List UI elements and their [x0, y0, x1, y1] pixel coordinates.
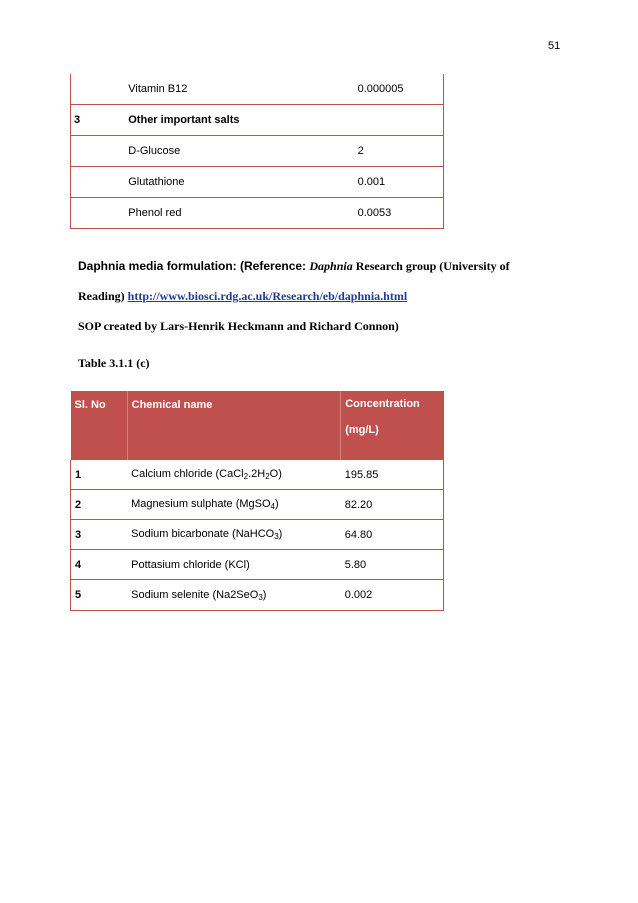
- reference-line-2: [78, 289, 407, 304]
- salts-table: [70, 74, 444, 229]
- compound-name: Vitamin B12: [128, 74, 354, 105]
- table-header-row: [71, 391, 444, 460]
- table-row: [71, 74, 444, 105]
- row-number: [71, 198, 129, 229]
- header-concentration-label: Concentration: [345, 398, 420, 410]
- table-row: [71, 490, 444, 520]
- reference-prefix: Daphnia media formulation: (Reference:: [78, 259, 310, 273]
- row-number: [71, 74, 129, 105]
- compound-name: Phenol red: [128, 198, 354, 229]
- concentration-value: 5.80: [341, 550, 444, 580]
- header-chemical-name: Chemical name: [127, 391, 341, 460]
- chemical-name: Pottasium chloride (KCl): [127, 550, 341, 580]
- concentration-value: 0.002: [341, 580, 444, 611]
- table-row: [71, 520, 444, 550]
- chemical-name: Calcium chloride $(CaCl_2.2H_2O)$: [127, 460, 341, 490]
- chemical-name: Magnesium sulphate (MgSO$_4$): [127, 490, 341, 520]
- table-row: [71, 167, 444, 198]
- header-concentration: [341, 391, 444, 460]
- header-concentration-unit: (mg/L): [345, 424, 379, 436]
- compound-value: 0.001: [355, 167, 444, 198]
- compound-value: 2: [355, 136, 444, 167]
- chemical-name: Sodium selenite (Na2SeO$_3$): [127, 580, 341, 611]
- compound-value: [355, 105, 444, 136]
- page-number: 51: [548, 40, 561, 52]
- reference-link[interactable]: http://www.biosci.rdg.ac.uk/Research/eb/daphnia.html: [127, 289, 408, 303]
- concentration-value: 82.20: [341, 490, 444, 520]
- concentration-value: 195.85: [341, 460, 444, 490]
- table-row: [71, 136, 444, 167]
- row-number: 2: [71, 490, 128, 520]
- reference-suffix: Research group (University of: [352, 259, 510, 273]
- compound-name: Glutathione: [128, 167, 354, 198]
- row-number: 3: [71, 105, 129, 136]
- table-row: [71, 105, 444, 136]
- concentration-value: 64.80: [341, 520, 444, 550]
- reference-prefix: Reading): [78, 289, 128, 303]
- chemical-name: Sodium bicarbonate (NaHCO$_3$): [127, 520, 341, 550]
- row-number: 4: [71, 550, 128, 580]
- row-number: 3: [71, 520, 128, 550]
- row-number: 1: [71, 460, 128, 490]
- section-heading: Other important salts: [128, 105, 354, 136]
- compound-value: 0.000005: [355, 74, 444, 105]
- compound-name: D-Glucose: [128, 136, 354, 167]
- table-row: [71, 460, 444, 490]
- reference-line-1: [78, 259, 510, 274]
- row-number: [71, 167, 129, 198]
- table-caption: Table 3.1.1 (c): [78, 356, 150, 370]
- table-row: [71, 198, 444, 229]
- row-number: 5: [71, 580, 128, 611]
- compound-value: 0.0053: [355, 198, 444, 229]
- row-number: [71, 136, 129, 167]
- reference-line-3: SOP created by Lars-Henrik Heckmann and Richard Connon): [78, 319, 399, 333]
- header-sl-no: Sl. No: [71, 391, 128, 460]
- daphnia-media-table: [70, 391, 444, 611]
- reference-italic: Daphnia: [309, 259, 353, 273]
- table-row: [71, 550, 444, 580]
- table-row: [71, 580, 444, 611]
